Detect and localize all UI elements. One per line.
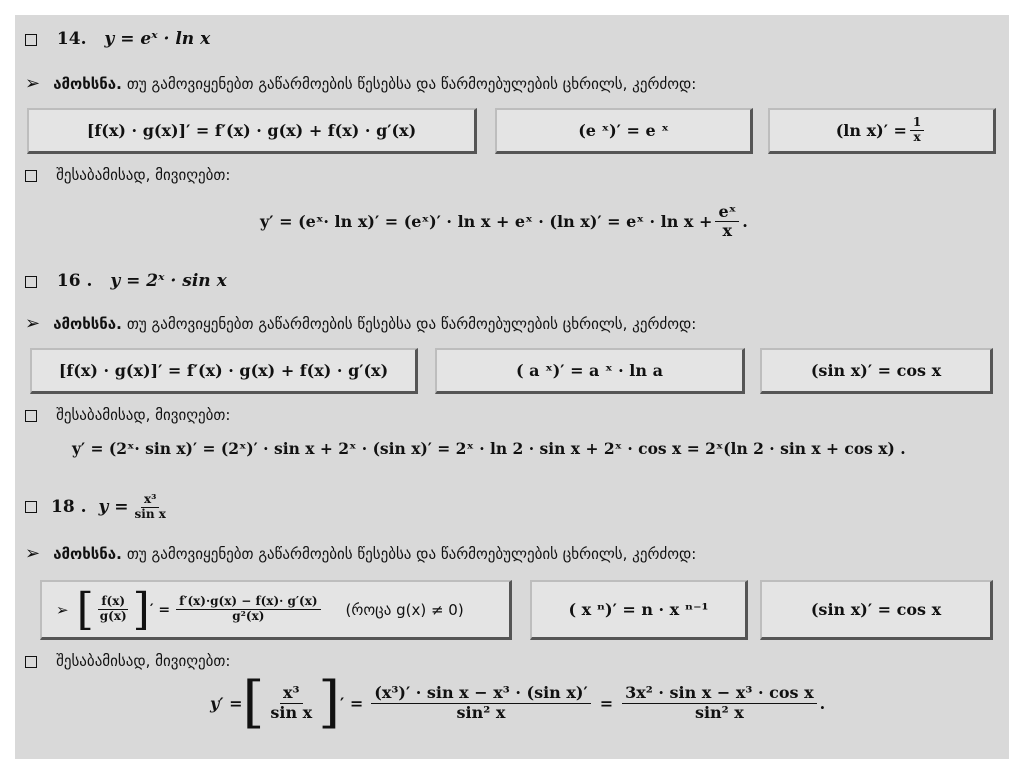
problem-function: y = 2ˣ · sin x (110, 271, 227, 291)
problem-14-heading (25, 29, 210, 49)
result-main: y′ = (eˣ· ln x)′ = (eˣ)′ · ln x + eˣ · (ln x)′ = eˣ · ln x + (260, 212, 713, 232)
solution-text: თუ გამოვიყენებთ გაწარმოების წესებსა და წარმოებულების ცხრილს, კერძოდ: (126, 75, 697, 93)
fraction-numerator: x³ (141, 493, 159, 508)
formula-box-sin-rule (760, 348, 993, 394)
result-left: y′ = (210, 693, 243, 713)
fraction-denominator: x (913, 130, 921, 144)
fraction-denominator: g²(x) (232, 609, 265, 623)
solution-text: თუ გამოვიყენებთ გაწარმოების წესებსა და წარმოებულების ცხრილს, კერძოდ: (126, 545, 697, 563)
quotient-condition: (როცა g(x) ≠ 0) (345, 600, 464, 619)
result-18 (210, 670, 826, 735)
product-rule: [f(x) · g(x)]′ = f′(x) · g(x) + f(x) · g′(x) (86, 121, 417, 140)
result-16 (72, 439, 906, 458)
checkbox-bullet-icon (25, 276, 37, 288)
result-end: . (819, 693, 826, 713)
result-prime-eq: ′ = (340, 693, 364, 713)
fraction-numerator: 3x² · sin x − x³ · cos x (622, 684, 817, 703)
problem-number: 18 . (51, 497, 87, 518)
quotient-right-fraction (176, 595, 320, 624)
solution-text: თუ გამოვიყენებთ გაწარმოების წესებსა და წარმოებულების ცხრილს, კერძოდ: (126, 315, 697, 333)
fraction-denominator: g(x) (99, 609, 127, 623)
checkbox-bullet-icon (25, 34, 37, 46)
problem-function: y = eˣ · ln x (104, 29, 211, 49)
quotient-left-fraction (97, 595, 130, 624)
formula-box-power-rule (435, 348, 745, 394)
checkbox-bullet-icon (25, 410, 37, 422)
fraction-denominator: sin² x (456, 702, 506, 722)
fraction-numerator: eˣ (715, 203, 739, 222)
checkbox-bullet-icon (25, 656, 37, 668)
result-text: y′ = (2ˣ· sin x)′ = (2ˣ)′ · sin x + 2ˣ · (sin x)′ = 2ˣ · ln 2 · sin x + 2ˣ · cos x = 2ˣ(ln 2 · sin x + cos x) . (72, 439, 906, 458)
arrow-bullet-icon: ➢ (25, 543, 41, 564)
result-fraction-1 (267, 684, 315, 722)
result-fraction (715, 203, 739, 241)
fraction-numerator: 1 (910, 116, 924, 131)
bracket-right: ] (132, 583, 150, 635)
fraction-numerator: f(x) (98, 595, 128, 610)
exp-rule: (e ˣ)′ = e ˣ (578, 121, 669, 140)
quotient-prime: ′ = (149, 601, 171, 618)
fraction-numerator: x³ (280, 684, 303, 703)
power-rule: ( a ˣ)′ = a ˣ · ln a (516, 361, 663, 380)
formula-box-quotient-rule (40, 580, 512, 640)
problem-number: 16 . (56, 271, 93, 291)
power-rule: ( x ⁿ)′ = n · x ⁿ⁻¹ (568, 600, 709, 619)
arrow-bullet-icon: ➢ (25, 313, 41, 334)
consequently-line-18 (25, 651, 230, 670)
result-end: . (742, 212, 748, 232)
consequently-line-16 (25, 405, 230, 424)
formula-box-sin-rule (760, 580, 993, 640)
solution-label: ამოხსნა. (53, 75, 122, 93)
bracket-left: [ (76, 583, 94, 635)
formula-box-power-rule (530, 580, 748, 640)
solution-label: ამოხსნა. (53, 315, 122, 333)
result-fraction-3 (622, 684, 817, 722)
result-eq: = (599, 693, 614, 713)
arrow-bullet-icon: ➢ (25, 73, 41, 94)
bracket-left: [ (242, 670, 265, 735)
fraction-numerator: f′(x)·g(x) − f(x)· g′(x) (176, 595, 320, 610)
bracket-right: ] (318, 670, 341, 735)
problem-16-heading (25, 271, 227, 291)
consequently-line-14 (25, 165, 230, 184)
problem-function-left: y = (98, 497, 129, 518)
problem-18-heading (25, 493, 172, 522)
checkbox-bullet-icon (25, 170, 37, 182)
sin-rule: (sin x)′ = cos x (810, 600, 942, 619)
product-rule: [f(x) · g(x)]′ = f′(x) · g(x) + f(x) · g′(x) (58, 361, 389, 380)
consequently-text: შესაბამისად, მივიღებთ: (56, 406, 231, 424)
checkbox-bullet-icon (25, 501, 37, 513)
fraction-denominator: sin x (270, 702, 313, 722)
formula-box-ln-rule (768, 108, 996, 154)
consequently-text: შესაბამისად, მივიღებთ: (56, 652, 231, 670)
solution-line-18 (25, 543, 696, 564)
result-14 (260, 203, 748, 241)
result-fraction-2 (371, 684, 590, 722)
fraction-numerator: (x³)′ · sin x − x³ · (sin x)′ (371, 684, 590, 703)
fraction-denominator: sin² x (694, 702, 744, 722)
slide (15, 15, 1009, 759)
sin-rule: (sin x)′ = cos x (810, 361, 942, 380)
arrow-bullet-icon: ➢ (56, 600, 69, 619)
consequently-text: შესაბამისად, მივიღებთ: (56, 166, 231, 184)
problem-number: 14. (56, 29, 87, 49)
problem-function-fraction (132, 493, 169, 522)
fraction-denominator: x (722, 221, 733, 241)
solution-line-14 (25, 73, 696, 94)
formula-box-product-rule (30, 348, 418, 394)
fraction-denominator: sin x (134, 506, 166, 521)
ln-rule-left: (ln x)′ = (835, 121, 907, 140)
solution-label: ამოხსნა. (53, 545, 122, 563)
ln-rule-fraction (910, 116, 924, 145)
formula-box-exp-rule (495, 108, 753, 154)
solution-line-16 (25, 313, 696, 334)
formula-box-product-rule (27, 108, 477, 154)
